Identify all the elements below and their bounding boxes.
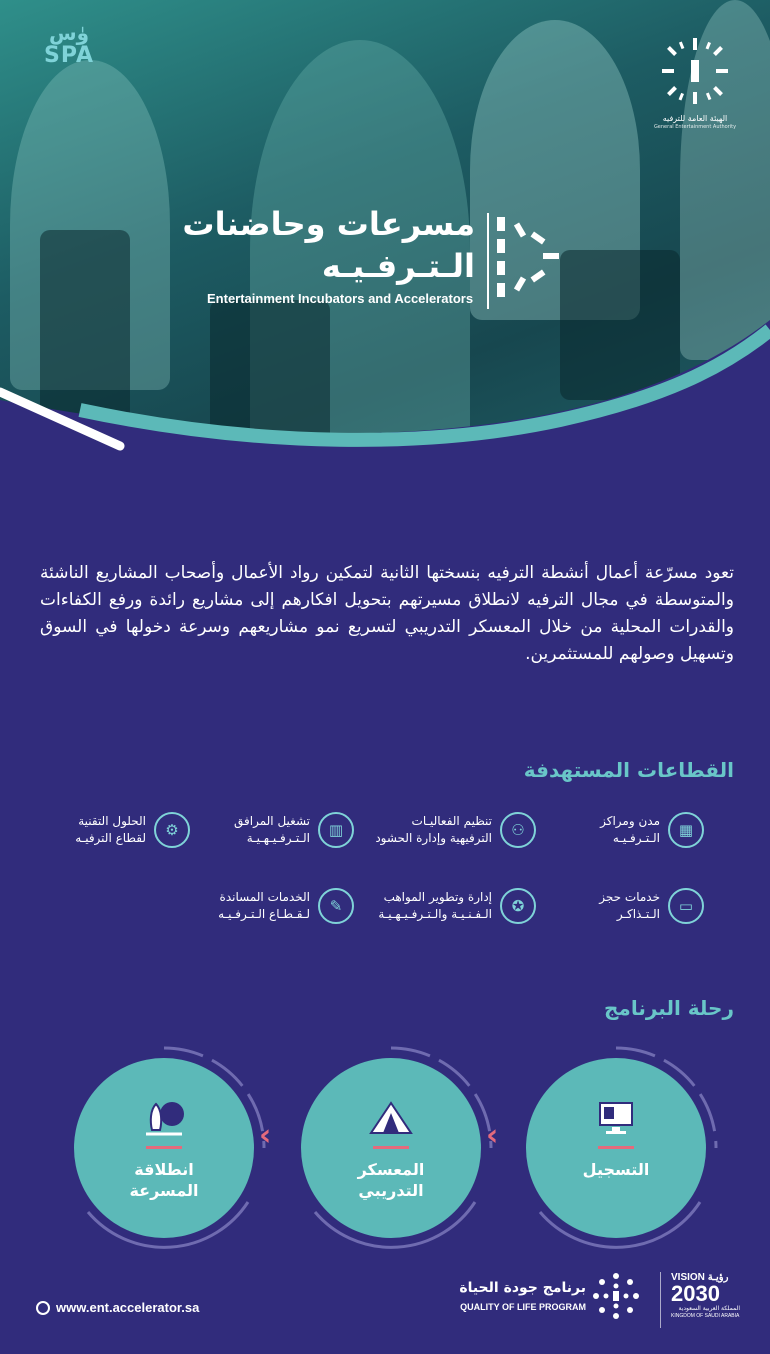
vision-kingdom-en: KINGDOM OF SAUDI ARABIA (671, 1313, 740, 1319)
sector-label: تشغيل المرافق (234, 814, 310, 828)
gea-name-ar: الهيئة العامة للترفيه (662, 114, 728, 123)
globe-icon (36, 1301, 50, 1315)
brand-title-line1: مسرعات وحاضنات (182, 205, 475, 243)
spa-logo-text: SPA (44, 43, 94, 68)
talent-icon: ✪ (500, 888, 536, 924)
stage-label: المسرعة (129, 1181, 199, 1200)
sector-label: الخدمات المساندة (219, 890, 310, 904)
sector-item-tech (20, 812, 190, 848)
intro-paragraph: تعود مسرّعة أعمال أنشطة الترفيه بنسختها الثانية لتمكين رواد الأعمال وأصحاب المشاريع الناشئة والمتوسطة في مجال الترفيه لانطلاق مسيرتهم بتحويل افكارهم إلى مشاريع رائدة ورفع الكفاءات والقدرات المحلية من خلال المعسكر التدريبي لتسريع نمو مشاريعهم وسرعة دخولها في السوق وتسهيل وصولهم للمستثمرين. (40, 563, 734, 664)
qol-name-en: QUALITY OF LIFE PROGRAM (460, 1302, 586, 1312)
quality-of-life-logo (459, 1272, 646, 1322)
spa-logo (34, 22, 104, 70)
sector-label: الحلول التقنية (78, 814, 146, 828)
stage-divider (146, 1146, 182, 1149)
stage-registration (526, 1058, 706, 1238)
accelerator-logo-icon (495, 209, 565, 305)
sector-label: خدمات حجز (599, 890, 660, 904)
program-brand (182, 205, 565, 315)
brand-title-en: Entertainment Incubators and Accelerators (207, 291, 474, 306)
tent-icon (365, 1098, 417, 1138)
sector-label: لـقـطـاع الـتـرفـيـه (218, 907, 310, 921)
stage-launch (74, 1058, 254, 1238)
brand-divider (487, 213, 489, 309)
gea-logo (650, 36, 740, 131)
stage-label: المعسكر (357, 1160, 425, 1179)
website-link[interactable] (36, 1300, 199, 1315)
sector-label: تنظيم الفعاليـات (411, 814, 492, 828)
qol-emblem-icon (592, 1272, 640, 1320)
spa-logo-arabic: وٰس (48, 21, 90, 45)
vision-label: VISION رؤيـة (671, 1272, 729, 1283)
support-icon: ✎ (318, 888, 354, 924)
city-icon: ▦ (668, 812, 704, 848)
sectors-title: القطاعات المستهدفة (523, 758, 734, 782)
vision-kingdom-ar: المملكة العربية السعودية (678, 1305, 740, 1312)
journey-title: رحلة البرنامج (604, 996, 734, 1020)
vision-2030-logo (660, 1272, 740, 1328)
stage-bootcamp (301, 1058, 481, 1238)
sector-label: الـتـرفـيـهـيـة (246, 831, 310, 845)
tech-icon: ⚙ (154, 812, 190, 848)
gea-name-en: General Entertainment Authority (653, 124, 737, 130)
stage-label: التدريبي (358, 1181, 424, 1200)
chevron-left-icon: ‹ (259, 1118, 272, 1153)
stage-divider (598, 1146, 634, 1149)
facility-icon: ▥ (318, 812, 354, 848)
sector-label: الـتـرفـيـه (612, 831, 660, 845)
chevron-left-icon: ‹ (486, 1118, 499, 1153)
sector-label: مدن ومراكز (600, 814, 660, 828)
computer-icon (590, 1098, 642, 1138)
stage-divider (373, 1146, 409, 1149)
gea-emblem-icon (660, 36, 730, 106)
sector-item-support (124, 888, 354, 924)
sector-label: الـتـذاكـر (616, 907, 660, 921)
website-url: www.ent.accelerator.sa (56, 1300, 200, 1315)
vision-year: 2030 (671, 1281, 720, 1306)
sector-label: الـفـنـيـة والـتـرفـيـهـيـة (378, 907, 492, 921)
sector-label: الترفيهية وإدارة الحشود (375, 831, 492, 845)
sector-label: إدارة وتطوير المواهب (383, 890, 492, 904)
sector-label: لقطاع الترفيـه (75, 831, 146, 845)
rocket-icon (138, 1098, 190, 1138)
stage-label: التسجيل (582, 1160, 650, 1179)
ticket-icon: ▭ (668, 888, 704, 924)
crowd-icon: ⚇ (500, 812, 536, 848)
stage-label: انطلاقة (134, 1160, 194, 1179)
brand-title-line2: الـتـرفـيـه (321, 247, 475, 285)
qol-name-ar: برنامج جودة الحياة (459, 1280, 586, 1296)
